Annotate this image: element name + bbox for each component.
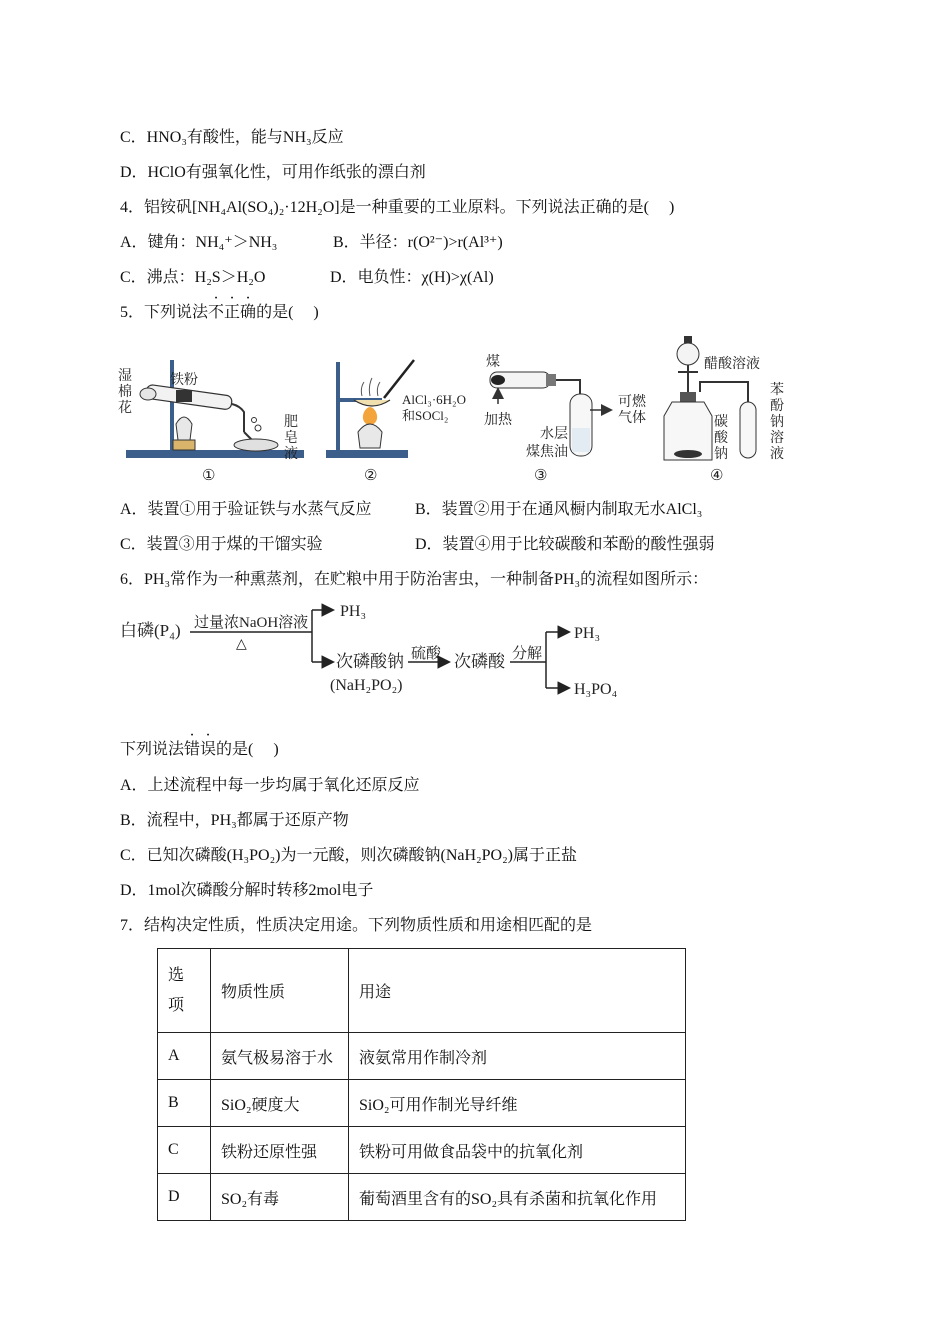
header-option [158, 949, 211, 1033]
row-use: 铁粉可用做食品袋中的抗氧化剂 [349, 1127, 686, 1174]
q6-emphasis-2: 误 [200, 741, 217, 758]
row-use: 液氨常用作制冷剂 [349, 1033, 686, 1080]
q5-option-a: A．装置①用于验证铁与水蒸气反应 [120, 501, 372, 518]
app4-label-acid: 醋酸溶液 [704, 357, 760, 372]
q6-prefix: 下列说法 [120, 741, 185, 758]
question-5 [120, 303, 319, 323]
q6-suffix: 的是( ) [216, 741, 279, 758]
q6-emphasis-1: 错 [184, 741, 201, 758]
q6-option-d: D．1mol次磷酸分解时转移2mol电子 [120, 882, 374, 899]
table-row [158, 1174, 686, 1221]
app1-label-cotton-1: 湿 [118, 369, 132, 384]
row-use: 葡萄酒里含有的SO₂具有杀菌和抗氧化作用 [349, 1174, 686, 1221]
row-property: SO₂有毒 [211, 1174, 349, 1221]
question-7: 7．结构决定性质，性质决定用途。下列物质性质和用途相匹配的是 [120, 917, 593, 934]
app4-label-carb-3: 钠 [714, 447, 728, 462]
q4-option-c: C．沸点：H₂S＞H₂O [120, 269, 266, 286]
row-option: C [158, 1127, 211, 1174]
q5-prefix: 5．下列说法 [120, 304, 209, 321]
flow-start: 白磷(P₄) [120, 621, 181, 640]
q4-option-d: D．电负性：χ(H)>χ(Al) [330, 269, 494, 286]
line-d-prev: D．HClO有强氧化性，可用作纸张的漂白剂 [120, 164, 426, 181]
apparatus-4 [664, 336, 784, 484]
app2-number: ② [364, 468, 378, 484]
app4-label-phen-3: 钠 [770, 415, 784, 430]
app3-label-gas-1: 可燃 [618, 395, 646, 410]
app2-label-reagent-1: AlCl₃·6H₂O [402, 392, 466, 407]
table-row [158, 1080, 686, 1127]
q5-emphasis-3: 确 [240, 304, 257, 321]
q5-option-c: C．装置③用于煤的干馏实验 [120, 536, 323, 553]
apparatus-1 [118, 360, 304, 484]
row-option: A [158, 1033, 211, 1080]
table-row [158, 1033, 686, 1080]
app4-label-carb-1: 碳 [714, 415, 728, 430]
question-6-prompt [120, 740, 279, 760]
q7-table [157, 948, 686, 1221]
q5-option-b: B．装置②用于在通风橱内制取无水AlCl₃ [415, 501, 703, 518]
app1-label-soap-3: 液 [284, 447, 298, 462]
app3-number: ③ [534, 468, 548, 484]
app3-label-coal: 煤 [486, 355, 500, 370]
app1-label-iron: 铁粉 [170, 373, 198, 388]
q6-option-c: C．已知次磷酸(H₃PO₂)为一元酸，则次磷酸钠(NaH₂PO₂)属于正盐 [120, 847, 577, 864]
flow-heat: △ [236, 637, 247, 652]
apparatus-2 [326, 360, 466, 484]
app3-label-water: 水层 [540, 427, 568, 442]
flow-decomp: 分解 [512, 646, 543, 662]
app4-label-phen-2: 酚 [770, 399, 784, 414]
table-header-row [158, 949, 686, 1033]
flow-out-b: H₃PO₄ [574, 681, 618, 698]
app1-label-soap-2: 皂 [284, 431, 298, 446]
apparatus-3 [484, 353, 647, 484]
row-option: B [158, 1080, 211, 1127]
q5-emphasis-1: 不 [208, 304, 225, 321]
header-use: 用途 [349, 949, 686, 1033]
flow-mid2: 次磷酸 [454, 652, 505, 671]
flow-out-a: PH₃ [574, 625, 601, 642]
flow-mid1: 次磷酸钠 [336, 652, 404, 671]
row-option: D [158, 1174, 211, 1221]
app4-label-carb-2: 酸 [714, 431, 728, 446]
flow-mid1-formula: (NaH₂PO₂) [330, 677, 403, 694]
q5-option-d: D．装置④用于比较碳酸和苯酚的酸性强弱 [415, 536, 715, 553]
app4-label-phen-1: 苯 [770, 383, 784, 398]
app3-label-tar: 煤焦油 [526, 445, 568, 460]
app4-number: ④ [710, 468, 724, 484]
header-property: 物质性质 [211, 949, 349, 1033]
row-property: 氨气极易溶于水 [211, 1033, 349, 1080]
app4-label-phen-4: 溶 [770, 431, 784, 446]
q5-suffix: 的是( ) [256, 304, 319, 321]
q6-option-a: A．上述流程中每一步均属于氧化还原反应 [120, 777, 420, 794]
q4-option-b: B．半径：r(O²⁻)>r(Al³⁺) [333, 234, 503, 251]
row-property: 铁粉还原性强 [211, 1127, 349, 1174]
q5-emphasis-2: 正 [224, 304, 241, 321]
flow-diagram [118, 596, 638, 706]
question-6: 6．PH₃常作为一种熏蒸剂，在贮粮中用于防治害虫，一种制备PH₃的流程如图所示： [120, 571, 709, 588]
flow-acid: 硫酸 [411, 646, 442, 662]
app3-label-heat: 加热 [484, 413, 512, 428]
row-property: SiO₂硬度大 [211, 1080, 349, 1127]
app1-label-cotton-3: 花 [118, 401, 132, 416]
app3-label-gas-2: 气体 [618, 411, 646, 426]
row-use: SiO₂可用作制光导纤维 [349, 1080, 686, 1127]
app1-number: ① [202, 468, 216, 484]
header-option-2: 项 [168, 996, 185, 1014]
flow-out-top: PH₃ [340, 603, 367, 620]
apparatus-figure [118, 332, 798, 492]
line-c-prev: C．HNO₃有酸性，能与NH₃反应 [120, 129, 344, 146]
app2-label-reagent-2: 和SOCl₂ [402, 408, 449, 423]
q4-option-a: A．键角：NH₄⁺＞NH₃ [120, 234, 278, 251]
question-4: 4．铝铵矾[NH₄Al(SO₄)₂·12H₂O]是一种重要的工业原料。下列说法正确的是( ) [120, 199, 675, 216]
flow-reagent: 过量浓NaOH溶液 [194, 615, 309, 631]
app4-label-phen-5: 液 [770, 447, 784, 462]
header-option-1: 选 [168, 966, 185, 984]
app1-label-cotton-2: 棉 [118, 385, 132, 400]
app1-label-soap-1: 肥 [284, 415, 298, 430]
q6-option-b: B．流程中，PH₃都属于还原产物 [120, 812, 349, 829]
table-row [158, 1127, 686, 1174]
